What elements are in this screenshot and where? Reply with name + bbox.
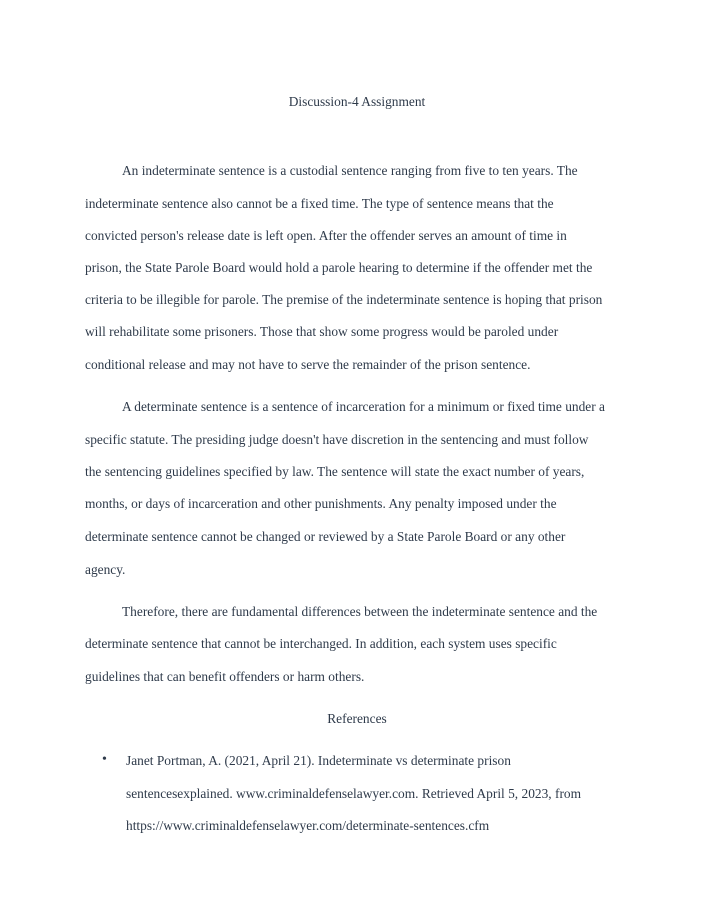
paragraph-1-line-2: indeterminate sentence also cannot be a fixed time. The type of sentence means that the bbox=[85, 196, 554, 211]
paragraph-1-line-7: conditional release and may not have to serve the remainder of the prison sentence. bbox=[85, 357, 531, 372]
reference-1-line-3: https://www.criminaldefenselawyer.com/determinate-sentences.cfm bbox=[126, 818, 490, 833]
paragraph-3-line-2: determinate sentence that cannot be interchanged. In addition, each system uses specific bbox=[85, 636, 557, 651]
paragraph-2-line-5: determinate sentence cannot be changed or reviewed by a State Parole Board or any other bbox=[85, 529, 566, 544]
reference-bullet: • bbox=[102, 752, 107, 767]
references-heading: References bbox=[327, 711, 387, 726]
paragraph-1-line-3: convicted person's release date is left open. After the offender serves an amount of time in bbox=[85, 228, 567, 243]
document-title: Discussion-4 Assignment bbox=[288, 94, 426, 109]
paragraph-2-line-1: A determinate sentence is a sentence of incarceration for a minimum or fixed time under a bbox=[122, 399, 605, 414]
reference-1-line-2: sentencesexplained. www.criminaldefenselawyer.com. Retrieved April 5, 2023, from bbox=[126, 786, 582, 801]
paragraph-1-line-6: will rehabilitate some prisoners. Those that show some progress would be paroled under bbox=[85, 324, 559, 339]
paragraph-2-line-2: specific statute. The presiding judge doesn't have discretion in the sentencing and must follow bbox=[85, 432, 589, 447]
paragraph-3-line-1: Therefore, there are fundamental differences between the indeterminate sentence and the bbox=[122, 604, 598, 619]
paragraph-2-line-3: the sentencing guidelines specified by law. The sentence will state the exact number of years, bbox=[85, 464, 585, 479]
paragraph-1-line-1: An indeterminate sentence is a custodial sentence ranging from five to ten years. The bbox=[122, 163, 578, 178]
paragraph-2-line-4: months, or days of incarceration and other punishments. Any penalty imposed under the bbox=[85, 496, 557, 511]
reference-1-line-1: Janet Portman, A. (2021, April 21). Indeterminate vs determinate prison bbox=[126, 753, 511, 768]
paragraph-1-line-5: criteria to be illegible for parole. The premise of the indeterminate sentence is hoping that prison bbox=[85, 292, 603, 307]
paragraph-1-line-4: prison, the State Parole Board would hold a parole hearing to determine if the offender met the bbox=[85, 260, 593, 275]
paragraph-2-line-6: agency. bbox=[85, 562, 126, 577]
paragraph-3-line-3: guidelines that can benefit offenders or harm others. bbox=[85, 669, 365, 684]
